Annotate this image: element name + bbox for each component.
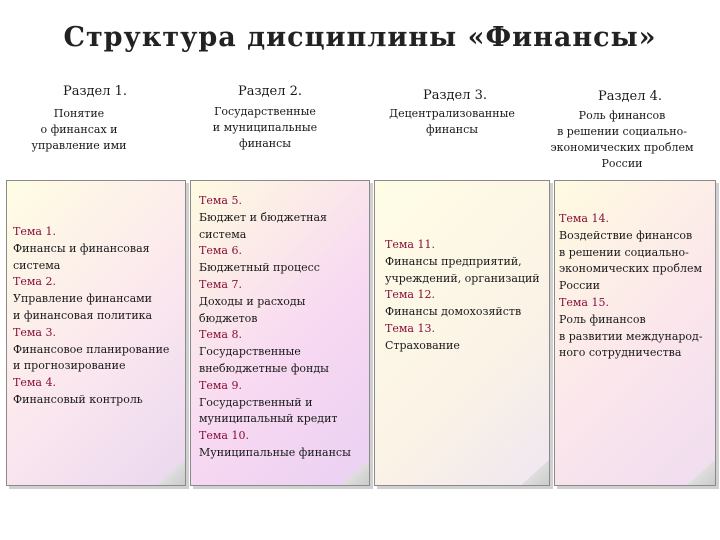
topic-text: России — [559, 279, 601, 293]
topic-text: бюджетов — [199, 311, 258, 325]
topic-number: Тема 13. — [385, 321, 435, 335]
topic-text: Финансы и финансовая — [13, 241, 150, 255]
topic-number: Тема 12. — [385, 288, 435, 302]
section-2-description-line: финансы — [238, 137, 292, 150]
section-3-heading: Раздел 3. — [422, 88, 488, 103]
topic-text: учреждений, организаций — [385, 271, 540, 285]
topic-text: Государственные — [199, 345, 301, 359]
topic-number: Тема 11. — [385, 238, 435, 251]
section-4-description — [542, 108, 702, 172]
topic-text: Воздействие финансов — [559, 228, 693, 242]
section-4-description-line: экономических проблем — [550, 141, 694, 154]
topic-text: Финансовый контроль — [13, 392, 143, 406]
page-curl-icon — [156, 459, 186, 486]
topic-text: Государственный и — [199, 395, 313, 409]
section-3-topic-list — [385, 237, 540, 355]
topic-number: Тема 15. — [559, 295, 609, 309]
topic-number: Тема 2. — [13, 275, 56, 289]
topic-text: ного сотрудничества — [559, 346, 682, 360]
topic-number: Тема 8. — [199, 328, 242, 342]
section-2-description — [190, 104, 340, 152]
topic-text: в решении социально- — [559, 245, 689, 259]
topic-text: Финансы предприятий, — [385, 254, 522, 268]
topic-text: и финансовая политика — [13, 308, 153, 322]
section-3-description — [372, 106, 532, 138]
page-title: Структура дисциплины «Финансы» — [63, 22, 657, 53]
section-1-description — [4, 106, 154, 154]
topic-text: и прогнозирование — [13, 359, 126, 373]
page-curl-icon — [340, 459, 370, 486]
topic-number: Тема 4. — [13, 376, 56, 390]
section-1-description-line: Понятие — [53, 107, 105, 120]
topic-number: Тема 14. — [559, 212, 609, 225]
topic-text: Страхование — [385, 338, 460, 352]
topic-number: Тема 10. — [199, 429, 249, 443]
topic-text: Доходы и расходы — [199, 294, 306, 308]
topic-number: Тема 3. — [13, 325, 56, 339]
topic-text: система — [13, 258, 61, 272]
topic-text: Роль финансов — [559, 312, 646, 326]
section-1-description-line: управление ими — [31, 139, 127, 152]
topic-text: Управление финансами — [13, 292, 153, 306]
section-2-heading: Раздел 2. — [237, 84, 303, 99]
topic-text: экономических проблем — [559, 262, 703, 276]
section-4-description-line: в решении социально- — [557, 125, 687, 138]
section-1-description-line: о финансах и — [40, 123, 118, 136]
topic-text: Бюджет и бюджетная — [199, 210, 327, 224]
topic-text: Финансовое планирование — [13, 342, 170, 356]
topic-text: Бюджетный процесс — [199, 261, 320, 275]
topic-text: внебюджетные фонды — [199, 361, 329, 375]
section-4-description-line: России — [601, 157, 643, 170]
section-3-description-line: Децентрализованные — [389, 107, 515, 120]
section-4-heading: Раздел 4. — [597, 89, 663, 104]
section-3-card — [374, 180, 550, 486]
section-3-description-line: финансы — [425, 123, 479, 136]
topic-number: Тема 1. — [13, 225, 56, 238]
topic-number: Тема 9. — [199, 378, 242, 392]
topic-text: в развитии международ- — [559, 329, 703, 343]
section-2-description-line: и муниципальные — [212, 121, 318, 134]
topic-text: муниципальный кредит — [199, 412, 338, 426]
section-1-card — [6, 180, 186, 486]
section-1-heading: Раздел 1. — [62, 84, 128, 99]
topic-number: Тема 6. — [199, 244, 242, 258]
page-curl-icon — [520, 459, 550, 486]
section-2-description-line: Государственные — [214, 105, 316, 118]
section-1-topic-list — [13, 224, 169, 409]
section-2-topic-list — [199, 193, 351, 462]
topic-number: Тема 7. — [199, 277, 242, 291]
section-4-card — [554, 180, 716, 486]
section-4-topic-list — [559, 211, 703, 362]
section-2-card — [190, 180, 370, 486]
page-curl-icon — [686, 459, 716, 486]
section-4-description-line: Роль финансов — [578, 109, 666, 122]
topic-text: Муниципальные финансы — [199, 445, 351, 459]
topic-text: Финансы домохозяйств — [385, 305, 522, 319]
topic-text: система — [199, 227, 247, 241]
topic-number: Тема 5. — [199, 194, 242, 207]
